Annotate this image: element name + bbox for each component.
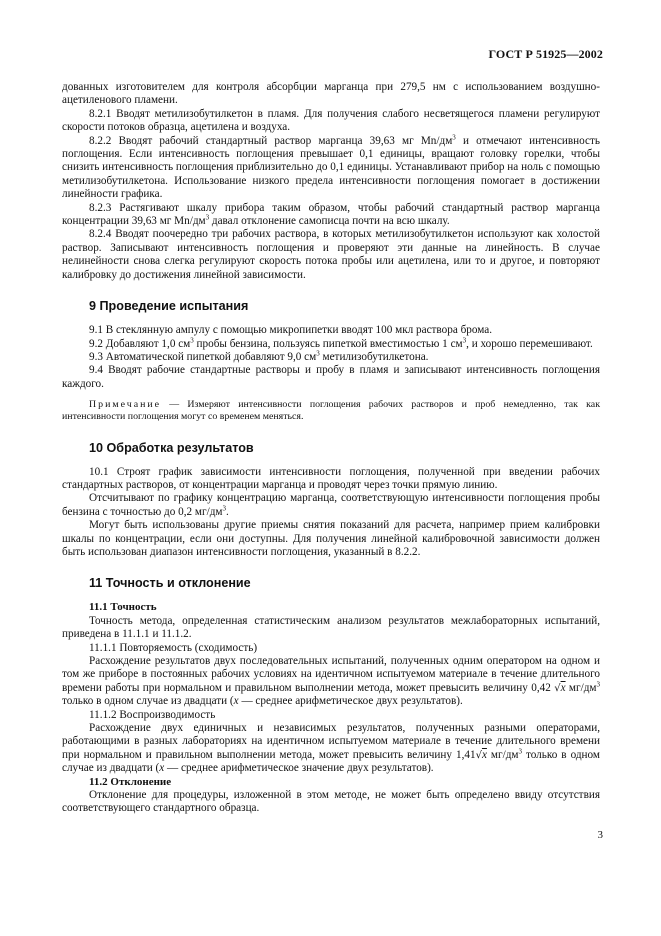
standard-header: ГОСТ Р 51925—2002 — [488, 47, 603, 61]
paragraph-8-2-3: 8.2.3 Растягивают шкалу прибора таким образом, чтобы рабочий стандартный раствор марганца концентрации 39,63 мг $Mn/дм^3$ давал отклонение самописца почти на всю шкалу. — [62, 201, 600, 228]
paragraph-9-2: 9.2 Добавляют 1,0 $см^3$ пробы бензина, пользуясь пипеткой вместимостью 1 $см^3$, и хорошо перемешивают. — [89, 335, 593, 350]
note-label: Примечание — [89, 399, 162, 411]
document-body — [62, 81, 600, 816]
paragraph-11-1-1: Расхождение результатов двух последовательных испытаний, полученных одним оператором на одном и том же приборе в постоянных рабочих условиях на идентичном испытуемом материале в течение длительного времени работы при нормальном и правильном выполнении метода, может превысить величину 0,42 √x $мг/дм^3$ только в одном случае из двадцати (x — среднее арифметическое двух результатов). — [62, 655, 600, 708]
paragraph-8-2-2: 8.2.2 Вводят рабочий стандартный раствор марганца 39,63 мг $Mn/дм^3$ и отмечают интенсивность поглощения. Если интенсивность поглощения превышает 0,1 единицы, вращают головку горелки, чтобы снизить интенсивность поглощения приблизительно до 0,1 единицы. Устанавливают прибор на ноль с помощью метилизобутилкетона. Использование низкого предела интенсивности поглощения помогает в достижении линейности графика. — [62, 132, 600, 201]
paragraph-10-1-reading: Отсчитывают по графику концентрацию марганца, соответствующую интенсивности поглощения пробы бензина с точностью до 0,2 $мг/дм^3$. — [62, 492, 600, 518]
paragraph-continuation: дованных изготовителем для контроля абсорбции марганца при 279,5 нм с использованием воздушно-ацетиленового пламени. — [62, 81, 600, 107]
subsection-11-1-2-title: 11.1.2 Воспроизводимость — [89, 708, 216, 721]
paragraph-8-2-4: 8.2.4 Вводят поочередно три рабочих раствора, в которых метилизобутилкетон используют как холостой раствор. Записывают интенсивность поглощения и проверяют эти данные на линейность. В случае нелинейности снова слегка регулируют скорость потока пробы или ацетилена, или то и другое, и повторяют калибровку до достижения линейной зависимости. — [62, 228, 600, 281]
subsection-11-2-title: 11.2 Отклонение — [89, 775, 172, 788]
page-number: 3 — [597, 829, 603, 841]
paragraph-9-1: 9.1 В стеклянную ампулу с помощью микропипетки вводят 100 мкл раствора брома. — [89, 324, 493, 337]
paragraph-11-2: Отклонение для процедуры, изложенной в этом методе, не может быть определено ввиду отсутствия соответствующего стандартного образца. — [62, 789, 600, 815]
section-10-title: 10 Обработка результатов — [89, 440, 254, 455]
paragraph-11-1: Точность метода, определенная статистическим анализом результатов межлабораторных испытаний, приведена в 11.1.1 и 11.1.2. — [62, 614, 600, 641]
paragraph-10-1: 10.1 Строят график зависимости интенсивности поглощения, полученной при введении рабочих стандартных растворов, от концентрации марганца и проводят через точки прямую линию. — [62, 465, 600, 491]
paragraph-9-4: 9.4 Вводят рабочие стандартные растворы и пробу в пламя и записывают интенсивность поглощения каждого. — [62, 364, 600, 390]
paragraph-9-3: 9.3 Автоматической пипеткой добавляют 9,0 $см^3$ метилизобутилкетона. — [89, 349, 429, 363]
subsection-11-1-title: 11.1 Точность — [89, 601, 157, 614]
section-11-title: 11 Точность и отклонение — [89, 576, 251, 591]
subsection-11-1-1-title: 11.1.1 Повторяемость (сходимость) — [89, 641, 258, 654]
note: Примечание — Измеряют интенсивности поглощения рабочих растворов и проб немедленно, так как интенсивности поглощения могут со временем меняться. — [62, 399, 600, 423]
paragraph-11-1-2: Расхождение двух единичных и независимых результатов, полученных разными операторами, работающими в разных лабораториях на идентичном испытуемом материале в течение длительного времени при нормальном и правильном выполнении метода, может превысить величину 1,41√x $мг/дм^3$ только в одном случае из двадцати (x — среднее арифметическое значение двух результатов). — [62, 722, 600, 775]
paragraph-8-2-1: 8.2.1 Вводят метилизобутилкетон в пламя. Для получения слабого несветящегося пламени регулируют скорости потоков образца, ацетилена и воздуха. — [62, 107, 600, 134]
paragraph-10-1-other-methods: Могут быть использованы другие приемы снятия показаний для расчета, например прием калибровки шкалы по концентрации, если они доступны. Для получения линейной калибровочной зависимости должен быть использован диапазон интенсивности поглощения, указанный в 8.2.2. — [62, 519, 600, 558]
section-9-title: 9 Проведение испытания — [89, 299, 249, 314]
